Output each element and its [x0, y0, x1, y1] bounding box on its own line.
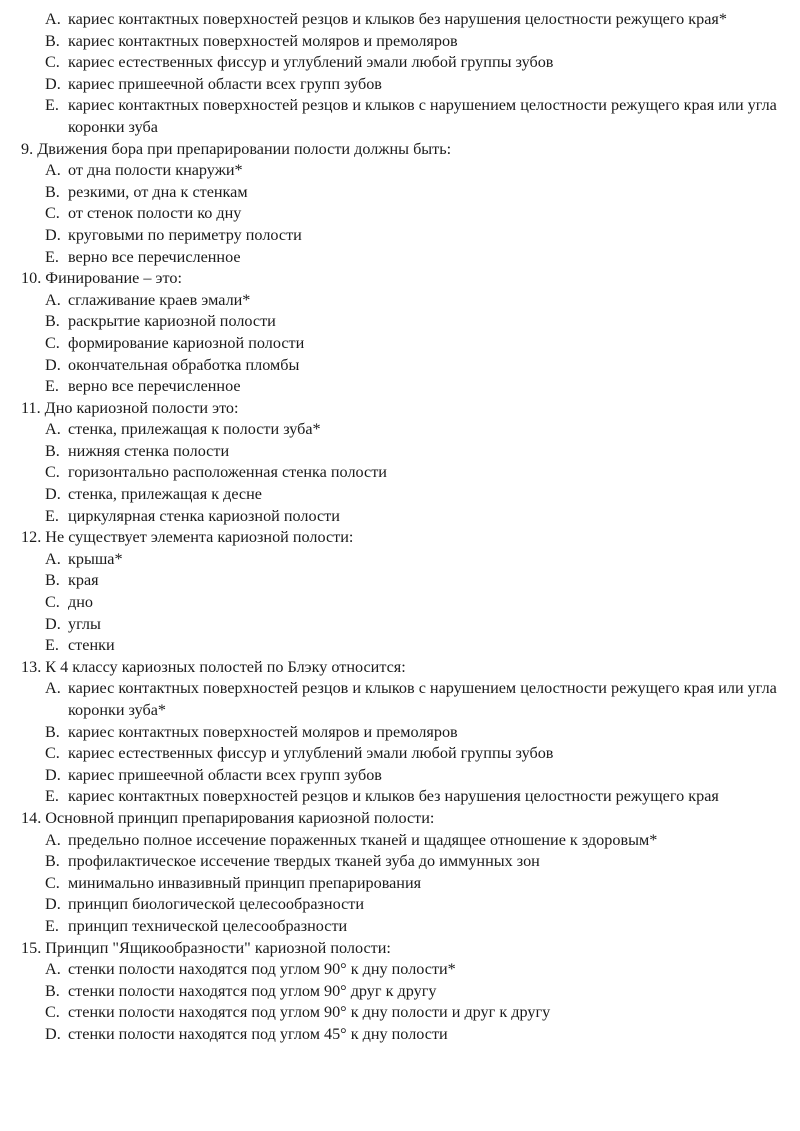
option-text: резкими, от дна к стенкам [68, 182, 248, 201]
answer-option [0, 1024, 800, 1046]
option-text: предельно полное иссечение пораженных тканей и щадящее отношение к здоровым* [68, 830, 658, 849]
answer-option [0, 311, 800, 333]
option-text: минимально инвазивный принцип препарирования [68, 873, 422, 892]
option-text: стенка, прилежащая к полости зуба* [68, 420, 321, 439]
option-letter: E. [45, 916, 59, 935]
answer-option [0, 506, 800, 528]
option-letter: B. [45, 312, 60, 331]
option-text: от дна полости кнаружи* [68, 161, 243, 180]
option-letter: E. [45, 787, 59, 806]
question-title: 15. Принцип "Ящикообразности" кариозной полости: [21, 938, 391, 957]
answer-option [0, 355, 800, 377]
option-letter: A. [45, 161, 61, 180]
answer-option [0, 570, 800, 592]
option-text: стенки полости находятся под углом 90° к дну полости и друг к другу [68, 1003, 551, 1022]
question-title: 9. Движения бора при препарировании полости должны быть: [21, 139, 452, 158]
answer-option [0, 635, 800, 657]
answer-option [0, 614, 800, 636]
option-letter: D. [45, 485, 61, 504]
answer-option [0, 247, 800, 269]
answer-option [0, 894, 800, 916]
option-letter: E. [45, 506, 59, 525]
answer-option [0, 678, 800, 721]
option-text: кариес пришеечной области всех групп зубов [68, 765, 382, 784]
answer-option [0, 959, 800, 981]
option-text: края [68, 571, 99, 590]
option-text: кариес контактных поверхностей моляров и премоляров [68, 31, 458, 50]
answer-option [0, 873, 800, 895]
option-text: верно все перечисленное [68, 247, 241, 266]
option-letter: B. [45, 981, 60, 1000]
option-letter: B. [45, 182, 60, 201]
answer-option [0, 160, 800, 182]
option-letter: E. [45, 377, 59, 396]
answer-option [0, 462, 800, 484]
option-text: верно все перечисленное [68, 377, 241, 396]
answer-option [0, 722, 800, 744]
option-letter: D. [45, 1024, 61, 1043]
answer-option [0, 786, 800, 808]
option-letter: B. [45, 571, 60, 590]
option-letter: A. [45, 420, 61, 439]
option-text: формирование кариозной полости [68, 333, 305, 352]
option-letter: B. [45, 441, 60, 460]
answer-option [0, 31, 800, 53]
option-text: нижняя стенка полости [68, 441, 230, 460]
option-text: сглаживание краев эмали* [68, 290, 251, 309]
answer-option [0, 95, 800, 138]
test-document [0, 9, 800, 1046]
option-letter: C. [45, 744, 60, 763]
option-text: от стенок полости ко дну [68, 204, 242, 223]
answer-option [0, 9, 800, 31]
answer-option [0, 765, 800, 787]
option-letter: A. [45, 960, 61, 979]
answer-option [0, 376, 800, 398]
option-letter: D. [45, 895, 61, 914]
answer-option [0, 441, 800, 463]
answer-option [0, 830, 800, 852]
option-text: стенки полости находятся под углом 45° к дну полости [68, 1024, 448, 1043]
option-letter: D. [45, 225, 61, 244]
answer-option [0, 916, 800, 938]
answer-option [0, 592, 800, 614]
option-letter: C. [45, 53, 60, 72]
answer-option [0, 549, 800, 571]
option-letter: C. [45, 1003, 60, 1022]
option-letter: E. [45, 96, 59, 115]
option-text: стенка, прилежащая к десне [68, 485, 262, 504]
option-text: кариес контактных поверхностей резцов и клыков с нарушением целостности режущего края или угла коронки зуба* [68, 679, 777, 719]
option-text: принцип биологической целесообразности [68, 895, 365, 914]
option-text: крыша* [68, 549, 123, 568]
answer-option [0, 743, 800, 765]
option-letter: A. [45, 10, 61, 28]
option-text: окончательная обработка пломбы [68, 355, 300, 374]
option-text: раскрытие кариозной полости [68, 312, 276, 331]
option-letter: C. [45, 204, 60, 223]
option-letter: A. [45, 679, 61, 698]
answer-option [0, 203, 800, 225]
option-letter: B. [45, 31, 60, 50]
answer-option [0, 225, 800, 247]
answer-option [0, 333, 800, 355]
answer-option [0, 1002, 800, 1024]
option-text: кариес естественных фиссур и углублений эмали любой группы зубов [68, 53, 554, 72]
answer-option [0, 290, 800, 312]
option-letter: A. [45, 549, 61, 568]
option-text: стенки полости находятся под углом 90° к дну полости* [68, 960, 456, 979]
answer-option [0, 52, 800, 74]
answer-option [0, 484, 800, 506]
option-text: кариес контактных поверхностей резцов и клыков без нарушения целостности режущего края [68, 787, 719, 806]
option-letter: E. [45, 636, 59, 655]
option-text: стенки [68, 636, 115, 655]
option-text: принцип технической целесообразности [68, 916, 348, 935]
option-text: дно [68, 593, 93, 612]
question-title: 13. К 4 классу кариозных полостей по Блэку относится: [21, 657, 406, 676]
question-title: 10. Финирование – это: [21, 269, 182, 288]
answer-option [0, 182, 800, 204]
option-text: горизонтально расположенная стенка полости [68, 463, 387, 482]
option-text: кариес контактных поверхностей резцов и клыков с нарушением целостности режущего края или угла коронки зуба [68, 96, 777, 136]
option-letter: E. [45, 247, 59, 266]
option-text: кариес контактных поверхностей резцов и клыков без нарушения целостности режущего края* [68, 10, 727, 28]
option-letter: A. [45, 830, 61, 849]
option-letter: D. [45, 765, 61, 784]
option-letter: C. [45, 463, 60, 482]
question-title: 12. Не существует элемента кариозной полости: [21, 528, 354, 547]
option-text: углы [68, 614, 101, 633]
option-letter: B. [45, 722, 60, 741]
option-letter: C. [45, 593, 60, 612]
option-letter: B. [45, 852, 60, 871]
option-text: кариес пришеечной области всех групп зубов [68, 74, 382, 93]
answer-option [0, 419, 800, 441]
question-title: 11. Дно кариозной полости это: [21, 398, 239, 417]
option-letter: D. [45, 74, 61, 93]
option-text: профилактическое иссечение твердых тканей зуба до иммунных зон [68, 852, 540, 871]
answer-option [0, 74, 800, 96]
answer-option [0, 981, 800, 1003]
option-letter: D. [45, 614, 61, 633]
option-text: циркулярная стенка кариозной полости [68, 506, 340, 525]
option-text: стенки полости находятся под углом 90° друг к другу [68, 981, 437, 1000]
option-letter: D. [45, 355, 61, 374]
option-letter: A. [45, 290, 61, 309]
option-text: кариес контактных поверхностей моляров и премоляров [68, 722, 458, 741]
answer-option [0, 851, 800, 873]
option-letter: C. [45, 333, 60, 352]
question-title: 14. Основной принцип препарирования кариозной полости: [21, 808, 435, 827]
option-text: круговыми по периметру полости [68, 225, 302, 244]
option-letter: C. [45, 873, 60, 892]
option-text: кариес естественных фиссур и углублений эмали любой группы зубов [68, 744, 554, 763]
